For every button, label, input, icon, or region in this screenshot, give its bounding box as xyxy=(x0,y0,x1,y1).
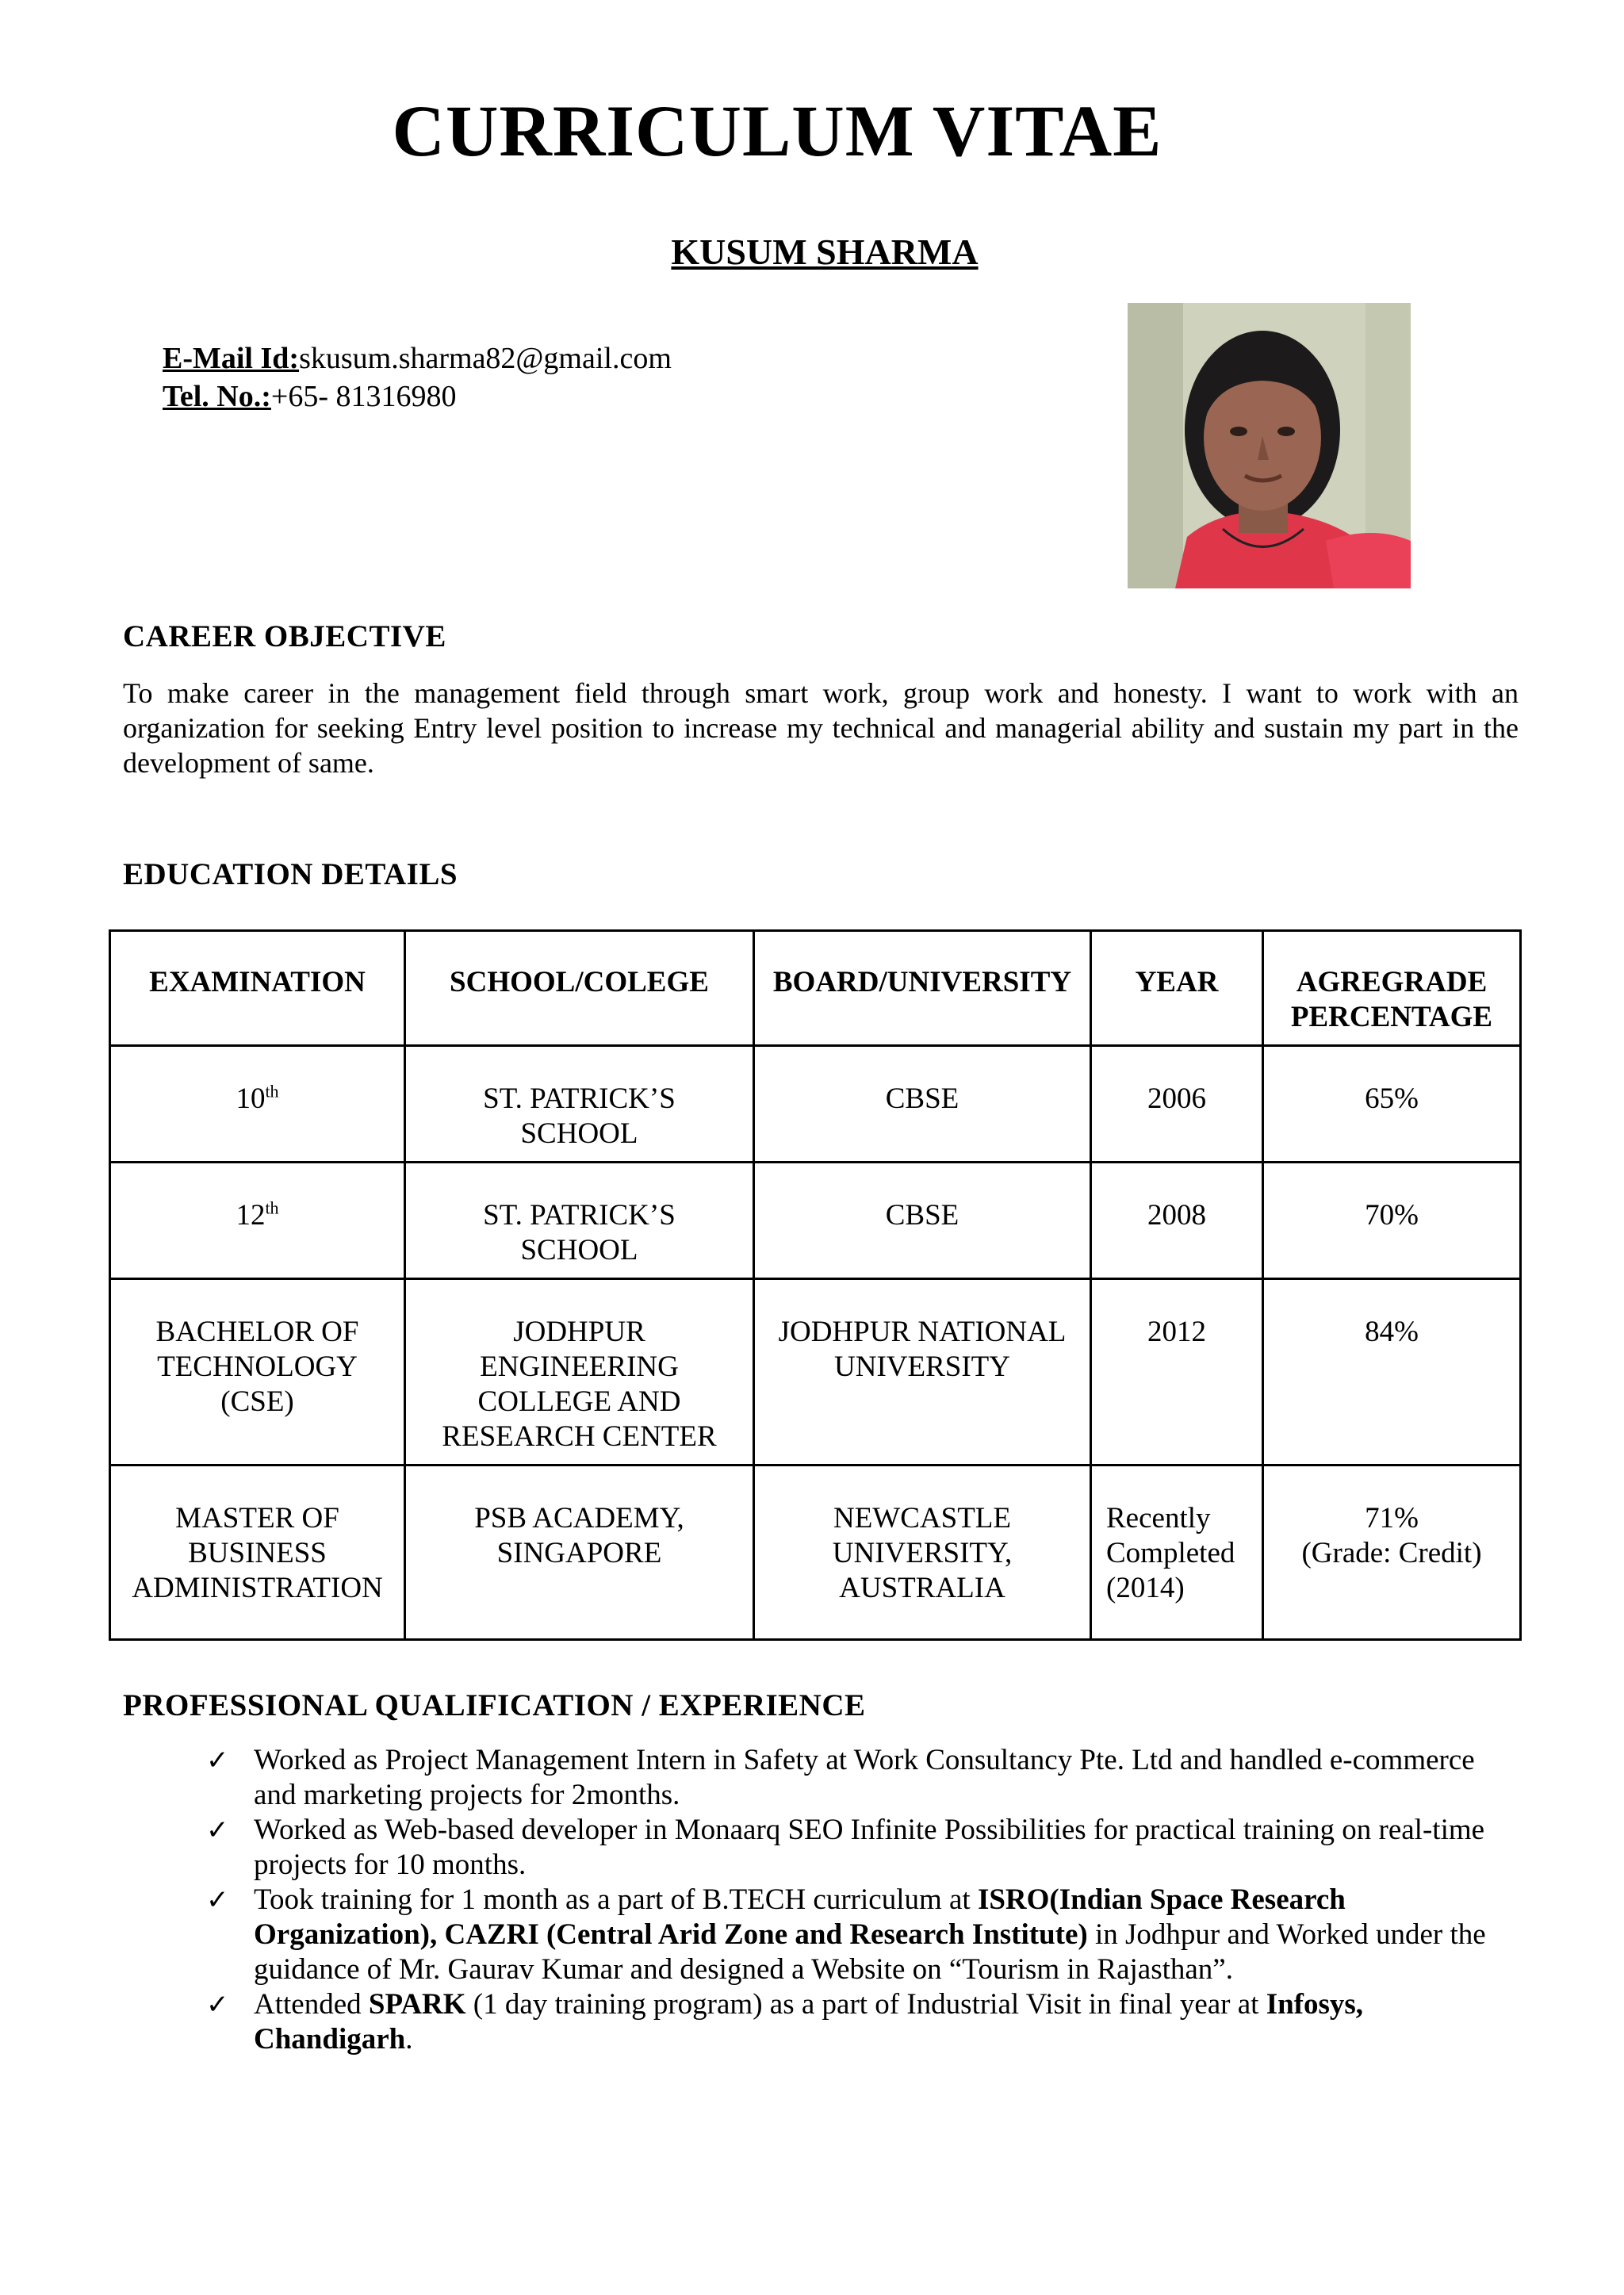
cell-school xyxy=(405,1046,754,1163)
contact-email xyxy=(163,341,672,377)
exam-line: BUSINESS xyxy=(188,1537,327,1569)
col-header-percentage-line2: PERCENTAGE xyxy=(1290,1001,1493,1033)
school-line: SCHOOL xyxy=(520,1117,638,1150)
year-line: (2014) xyxy=(1106,1572,1185,1604)
board-line: NEWCASTLE xyxy=(833,1502,1012,1534)
exam-line: (CSE) xyxy=(220,1385,294,1418)
document-title: CURRICULUM VITAE xyxy=(392,90,1162,171)
checkmark-icon: ✓ xyxy=(206,1884,229,1916)
list-item xyxy=(206,1813,1515,1883)
experience-heading: PROFESSIONAL QUALIFICATION / EXPERIENCE xyxy=(123,1688,866,1722)
profile-photo xyxy=(1128,303,1411,588)
board-line: AUSTRALIA xyxy=(839,1572,1005,1604)
table-row xyxy=(110,1046,1521,1163)
board-line: UNIVERSITY xyxy=(834,1351,1010,1383)
year-line: Completed xyxy=(1106,1537,1235,1569)
cell-exam xyxy=(110,1163,405,1279)
list-item xyxy=(206,1987,1515,2057)
col-header-examination: EXAMINATION xyxy=(110,931,405,1046)
cell-percentage xyxy=(1263,1466,1521,1640)
school-line: COLLEGE AND xyxy=(477,1385,681,1418)
board-line: UNIVERSITY, xyxy=(832,1537,1013,1569)
experience-text: Attended xyxy=(254,1988,369,2021)
exam-suffix: th xyxy=(265,1197,279,1218)
cell-school xyxy=(405,1163,754,1279)
exam-line: MASTER OF xyxy=(175,1502,339,1534)
list-item xyxy=(206,1743,1515,1813)
experience-text: Took training for 1 month as a part of B.TECH curriculum at xyxy=(254,1883,978,1916)
cell-board: CBSE xyxy=(754,1163,1091,1279)
email-value: skusum.sharma82@gmail.com xyxy=(299,342,672,375)
cell-exam xyxy=(110,1466,405,1640)
cell-year: 2006 xyxy=(1091,1046,1263,1163)
percentage-line: (Grade: Credit) xyxy=(1301,1537,1482,1569)
school-line: RESEARCH CENTER xyxy=(442,1420,717,1453)
phone-value: +65- 81316980 xyxy=(270,380,457,413)
experience-list xyxy=(206,1743,1515,2057)
cell-percentage: 84% xyxy=(1263,1279,1521,1466)
cell-board xyxy=(754,1279,1091,1466)
experience-bold-text: ISRO(Indian Space Research Organization), CAZRI (Central Arid Zone and Research Institute) xyxy=(254,1883,1346,1951)
career-objective-heading: CAREER OBJECTIVE xyxy=(123,619,446,653)
exam-value: 10 xyxy=(236,1082,266,1115)
exam-line: ADMINISTRATION xyxy=(132,1572,383,1604)
table-row xyxy=(110,1466,1521,1640)
candidate-name: KUSUM SHARMA xyxy=(671,232,979,272)
cell-percentage: 70% xyxy=(1263,1163,1521,1279)
experience-text: in Jodhpur and Worked under the guidance of Mr. Gaurav Kumar and designed a Website on “Tourism in Rajasthan”. xyxy=(254,1918,1486,1986)
col-header-year: YEAR xyxy=(1091,931,1263,1046)
col-header-board: BOARD/UNIVERSITY xyxy=(754,931,1091,1046)
phone-label: Tel. No.: xyxy=(163,380,271,413)
school-line: ST. PATRICK’S xyxy=(483,1199,676,1232)
col-header-school: SCHOOL/COLEGE xyxy=(405,931,754,1046)
year-line: Recently xyxy=(1106,1502,1211,1534)
table-row xyxy=(110,1279,1521,1466)
cell-year: 2012 xyxy=(1091,1279,1263,1466)
school-line: SCHOOL xyxy=(520,1234,638,1266)
education-heading: EDUCATION DETAILS xyxy=(123,857,458,891)
col-header-percentage-line1: AGREGRADE xyxy=(1296,966,1488,998)
exam-line: BACHELOR OF xyxy=(155,1316,359,1348)
cell-percentage: 65% xyxy=(1263,1046,1521,1163)
cell-board xyxy=(754,1466,1091,1640)
education-table xyxy=(109,929,1522,1641)
school-line: PSB ACADEMY, xyxy=(474,1502,684,1534)
school-line: JODHPUR xyxy=(513,1316,645,1348)
experience-text: (1 day training program) as a part of Industrial Visit in final year at xyxy=(465,1988,1266,2021)
checkmark-icon: ✓ xyxy=(206,1814,229,1846)
contact-phone xyxy=(163,379,456,416)
cell-year xyxy=(1091,1466,1263,1640)
cell-school xyxy=(405,1466,754,1640)
profile-photo-image xyxy=(1128,303,1411,588)
experience-bold-text: Infosys, Chandigarh xyxy=(254,1988,1364,2056)
exam-suffix: th xyxy=(265,1081,279,1102)
percentage-line: 71% xyxy=(1365,1502,1419,1534)
cell-year: 2008 xyxy=(1091,1163,1263,1279)
exam-line: TECHNOLOGY xyxy=(157,1351,358,1383)
table-row xyxy=(110,1163,1521,1279)
career-objective-text: To make career in the management field through smart work, group work and honesty. I want to work with an organization for seeking Entry level position to increase my technical and managerial ability and sustain my part in the development of same. xyxy=(123,677,1519,779)
email-label: E-Mail Id: xyxy=(163,342,300,375)
checkmark-icon: ✓ xyxy=(206,1989,229,2021)
experience-text: Worked as Project Management Intern in Safety at Work Consultancy Pte. Ltd and handled e-commerce and marketing projects for 2months. xyxy=(254,1744,1475,1811)
experience-bold-text: SPARK xyxy=(368,1988,466,2021)
exam-value: 12 xyxy=(236,1199,266,1232)
school-line: SINGAPORE xyxy=(496,1537,662,1569)
cell-school xyxy=(405,1279,754,1466)
school-line: ENGINEERING xyxy=(480,1351,679,1383)
experience-text: Worked as Web-based developer in Monaarq SEO Infinite Possibilities for practical training on real-time projects for 10 months. xyxy=(254,1814,1485,1881)
school-line: ST. PATRICK’S xyxy=(483,1082,676,1115)
checkmark-icon: ✓ xyxy=(206,1745,229,1776)
experience-text: . xyxy=(405,2023,413,2056)
board-line: JODHPUR NATIONAL xyxy=(778,1316,1067,1348)
cell-board: CBSE xyxy=(754,1046,1091,1163)
table-header-row xyxy=(110,931,1521,1046)
list-item xyxy=(206,1883,1515,1987)
cell-exam xyxy=(110,1046,405,1163)
col-header-percentage xyxy=(1263,931,1521,1046)
cell-exam xyxy=(110,1279,405,1466)
